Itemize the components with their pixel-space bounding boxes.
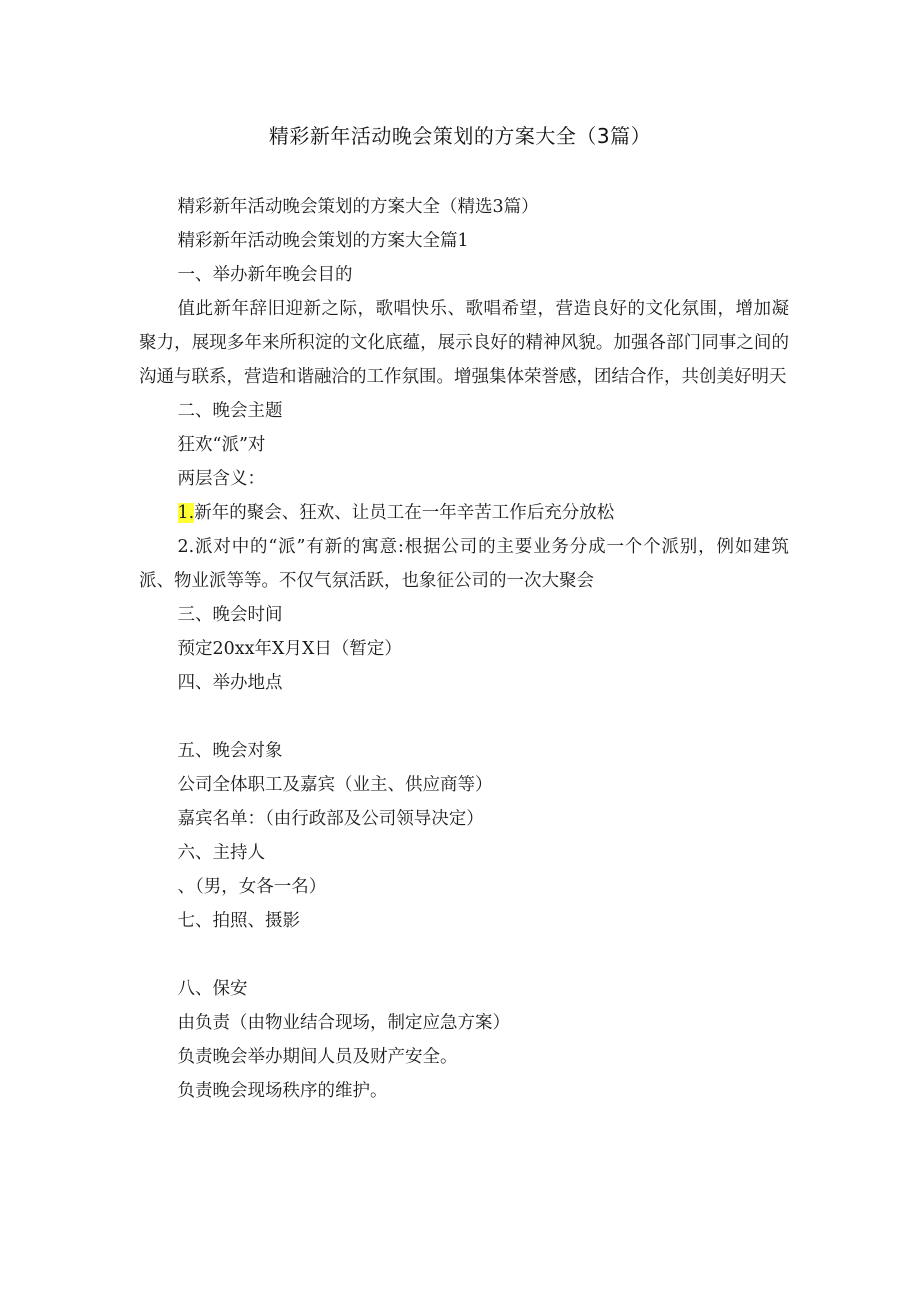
highlighted-number: 1. [177, 503, 195, 523]
meaning-item-1 [139, 496, 789, 530]
time-text: 预定20xx年X月X日（暂定） [177, 639, 402, 659]
heading-audience: 五、晚会对象 [177, 741, 283, 761]
heading-time: 三、晚会时间 [177, 605, 283, 625]
heading-purpose: 一、举办新年晚会目的 [177, 265, 353, 285]
blank-line [139, 700, 789, 734]
heading-theme: 二、晚会主题 [177, 401, 283, 421]
blank-line [139, 938, 789, 972]
heading-photography: 七、拍照、摄影 [177, 911, 300, 931]
hosts-text: 、（男，女各一名） [177, 877, 327, 897]
meaning-label: 两层含义： [177, 469, 265, 489]
paragraph-purpose: 值此新年辞旧迎新之际，歌唱快乐、歌唱希望，营造良好的文化氛围，增加凝聚力，展现多年来所积淀的文化底蕴，展示良好的精神风貌。加强各部门同事之间的沟通与联系，营造和谐融洽的工作氛围。增强集体荣誉感，团结合作，共创美好明天 [139, 299, 789, 387]
document-title: 精彩新年活动晚会策划的方案大全（3篇） [268, 124, 652, 148]
guest-list-text: 嘉宾名单：（由行政部及公司领导决定） [177, 809, 484, 829]
security-text-2: 负责晚会举办期间人员及财产安全。 [177, 1047, 458, 1067]
meaning-item-2: 2.派对中的“派”有新的寓意:根据公司的主要业务分成一个个派别，例如建筑派、物业派等等。不仅气氛活跃，也象征公司的一次大聚会 [139, 537, 789, 591]
subtitle: 精彩新年活动晚会策划的方案大全（精选3篇） [177, 197, 539, 217]
security-text-3: 负责晚会现场秩序的维护。 [177, 1081, 388, 1101]
theme-text: 狂欢“派”对 [177, 435, 266, 455]
meaning-item-1-text: 新年的聚会、狂欢、让员工在一年辛苦工作后充分放松 [194, 503, 615, 523]
heading-venue: 四、举办地点 [177, 673, 283, 693]
security-text-1: 由负责（由物业结合现场，制定应急方案） [177, 1013, 510, 1033]
audience-text: 公司全体职工及嘉宾（业主、供应商等） [177, 775, 493, 795]
heading-security: 八、保安 [177, 979, 248, 999]
document-body [139, 190, 789, 1108]
heading-hosts: 六、主持人 [177, 843, 265, 863]
part-title: 精彩新年活动晚会策划的方案大全篇1 [177, 231, 469, 251]
